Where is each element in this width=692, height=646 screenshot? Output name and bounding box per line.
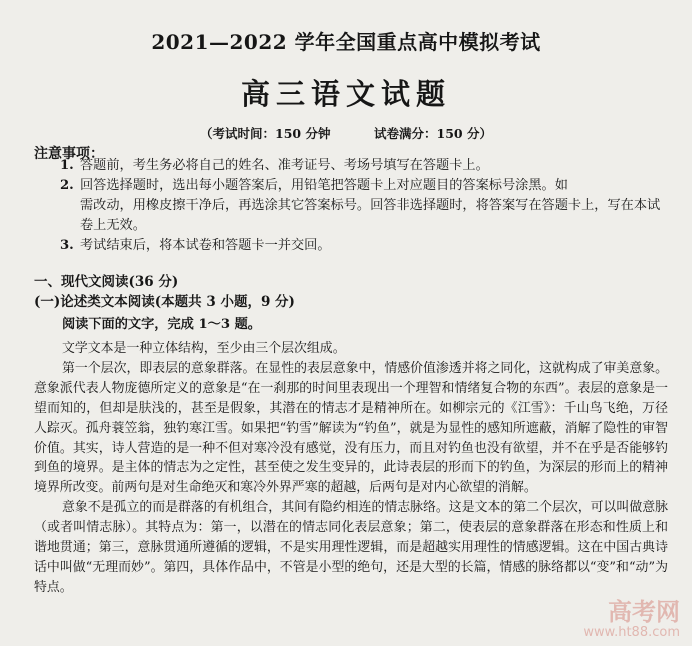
subject-title: 高三语文试题 — [240, 77, 451, 111]
watermark — [583, 599, 680, 640]
watermark-url: www.ht88.com — [583, 625, 680, 640]
passage-paragraph: 第一个层次，即表层的意象群落。在显性的表层意象中，情感价值渗透并将之同化，这就构成了审美意象。意象派代表人物庞德所定义的意象是“在一刹那的时间里表现出一个理智和情绪复合物的东西”。表层的意象是一望而知的，但却是肤浅的，甚至是假象，其潜在的情志才是精神所在。如柳宗元的《江雪》：千山鸟飞绝，万径人踪灭。孤舟蓑笠翁，独钓寒江雪。如果把“钓雪”解读为“钓鱼”，就是为显性的感知所遮蔽，消解了隐性的审智价值。其实，诗人营造的是一种不但对寒冷没有感觉，没有压力，而且对钓鱼也没有欲望，并不在乎是否能够钓到鱼的境界。是主体的情志为之定性，甚至使之发生变异的，此诗表层的形而下的钓鱼，为深层的形而上的精神境界所改变。前两句是对生命绝灭和寒冷外界严寒的超越，后两句是对内心欲望的消解。 — [34, 360, 668, 496]
notice-text: 答题前，考生务必将自己的姓名、准考证号、考场号填写在答题卡上。 — [80, 158, 489, 173]
watermark-logo: 高考网 — [608, 598, 680, 626]
notice-item — [60, 236, 668, 256]
notice-item — [60, 156, 668, 176]
notice-number: 1. — [60, 158, 74, 173]
passage-paragraph: 文学文本是一种立体结构，至少由三个层次组成。 — [62, 341, 346, 356]
exam-meta: （考试时间：150 分钟 试卷满分：150 分） — [200, 126, 492, 141]
subsection-heading: (一)论述类文本阅读(本题共 3 小题，9 分) — [34, 294, 295, 310]
exam-header: 2021—2022 学年全国重点高中模拟考试 — [151, 30, 541, 54]
reading-passage — [34, 339, 668, 598]
notice-number: 3. — [60, 238, 74, 253]
notice-heading: 注意事项： — [34, 146, 104, 162]
notice-text: 回答选择题时，选出每小题答案后，用铅笔把答题卡上对应题目的答案标号涂黑。如 — [80, 178, 568, 193]
notice-list — [60, 156, 668, 256]
section-heading: 一、现代文阅读(36 分) — [34, 274, 179, 290]
reading-instruction: 阅读下面的文字，完成 1～3 题。 — [62, 317, 261, 332]
notice-continuation: 需改动，用橡皮擦干净后，再选涂其它答案标号。回答非选择题时，将答案写在答题卡上，写在本试卷上无效。 — [80, 198, 661, 233]
notice-item — [60, 176, 668, 236]
notice-text: 考试结束后，将本试卷和答题卡一并交回。 — [80, 238, 331, 253]
passage-paragraph: 意象不是孤立的而是群落的有机组合，其间有隐约相连的情志脉络。这是文本的第二个层次，可以叫做意脉（或者叫情志脉）。其特点为：第一，以潜在的情志同化表层意象；第二，使表层的意象群落在形态和性质上和谐地贯通；第三，意脉贯通所遵循的逻辑，不是实用理性逻辑，而是超越实用理性的情感逻辑。这在中国古典诗话中叫做“无理而妙”。第四，具体作品中，不管是小型的绝句，还是大型的长篇，情感的脉络都以“变”和“动”为特点。 — [34, 500, 668, 595]
notice-number: 2. — [60, 178, 74, 193]
